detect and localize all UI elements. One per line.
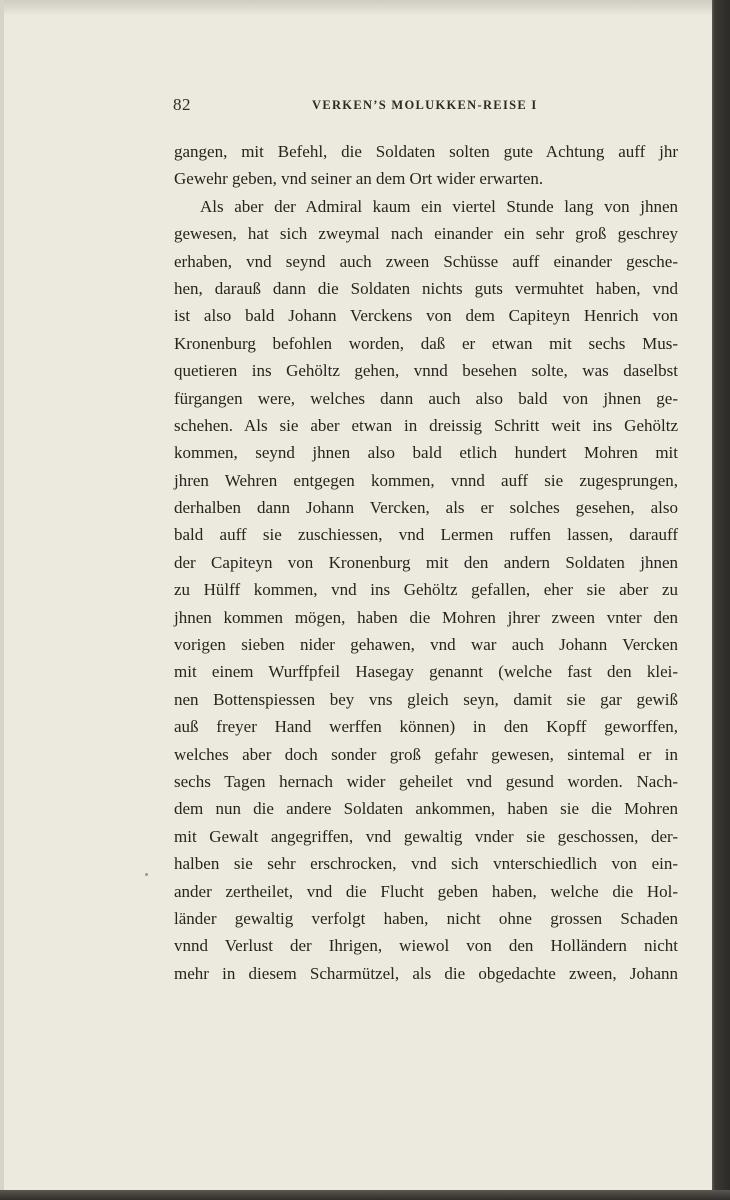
text-line: Kronenburg befohlen worden, daß er etwan mit sechs Mus-	[174, 333, 678, 353]
body-text	[174, 138, 678, 987]
text-line: gewesen, hat sich zweymal nach einander ein sehr groß geschrey	[174, 224, 678, 244]
top-page-shadow	[0, 0, 712, 16]
ink-speck	[145, 873, 148, 876]
text-line: vorigen sieben nider gehawen, vnd war auch Johann Vercken	[174, 635, 678, 655]
bottom-page-edge	[0, 1190, 730, 1200]
text-line: mit Gewalt angegriffen, vnd gewaltig vnder sie geschossen, der-	[174, 826, 678, 846]
text-line: fürgangen were, welches dann auch also bald von jhnen ge-	[174, 388, 678, 408]
text-line: auß freyer Hand werffen können) in den Kopff geworffen,	[174, 717, 678, 737]
text-line: Als aber der Admiral kaum ein viertel Stunde lang von jhnen	[200, 196, 678, 216]
text-line: Gewehr geben, vnd seiner an dem Ort wider erwarten.	[174, 169, 544, 189]
text-line: vnnd Verlust der Ihrigen, wiewol von den Holländern nicht	[174, 936, 678, 956]
text-line: derhalben dann Johann Vercken, als er solches gesehen, also	[174, 498, 678, 518]
text-line: jhren Wehren entgegen kommen, vnnd auff sie zugesprungen,	[174, 470, 678, 490]
text-line: nen Bottenspiessen bey vns gleich seyn, damit sie gar gewiß	[174, 689, 678, 709]
text-line: ist also bald Johann Verckens von dem Capiteyn Henrich von	[174, 306, 678, 326]
text-line: sechs Tagen hernach wider geheilet vnd gesund worden. Nach-	[174, 771, 678, 791]
text-line: jhnen kommen mögen, haben die Mohren jhrer zween vnter den	[174, 607, 678, 627]
running-title: VERKEN’S MOLUKKEN-REISE I	[312, 98, 538, 112]
text-line: schehen. Als sie aber etwan in dreissig Schritt weit ins Gehöltz	[174, 415, 678, 435]
page-number: 82	[173, 95, 191, 114]
text-line: mehr in diesem Scharmützel, als die obgedachte zween, Johann	[174, 963, 678, 983]
text-line: gangen, mit Befehl, die Soldaten solten gute Achtung auff jhr	[174, 142, 678, 161]
text-line: welches aber doch sonder groß gefahr gewesen, sintemal er in	[174, 744, 678, 764]
text-line: zu Hülff kommen, vnd ins Gehöltz gefallen, eher sie aber zu	[174, 580, 678, 600]
text-line: länder gewaltig verfolgt haben, nicht ohne grossen Schaden	[174, 908, 678, 928]
left-page-edge	[0, 0, 4, 1200]
text-line: dem nun die andere Soldaten ankommen, haben sie die Mohren	[174, 799, 678, 819]
text-line: halben sie sehr erschrocken, vnd sich vnterschiedlich von ein-	[174, 854, 678, 874]
text-line: erhaben, vnd seynd auch zween Schüsse auff einander gesche-	[174, 251, 678, 271]
right-binding-edge	[712, 0, 730, 1200]
text-line: der Capiteyn von Kronenburg mit den andern Soldaten jhnen	[174, 552, 678, 572]
text-line: ander zertheilet, vnd die Flucht geben haben, welche die Hol-	[174, 881, 678, 901]
text-line: kommen, seynd jhnen also bald etlich hundert Mohren mit	[174, 443, 678, 463]
text-line: quetieren ins Gehöltz gehen, vnnd besehen solte, was daselbst	[174, 361, 678, 381]
text-line: mit einem Wurffpfeil Hasegay genannt (welche fast den klei-	[174, 662, 678, 682]
text-line: hen, darauß dann die Soldaten nichts guts vermuhtet haben, vnd	[174, 278, 678, 298]
text-line: bald auff sie zuschiessen, vnd Lermen ruffen lassen, darauff	[174, 525, 678, 545]
